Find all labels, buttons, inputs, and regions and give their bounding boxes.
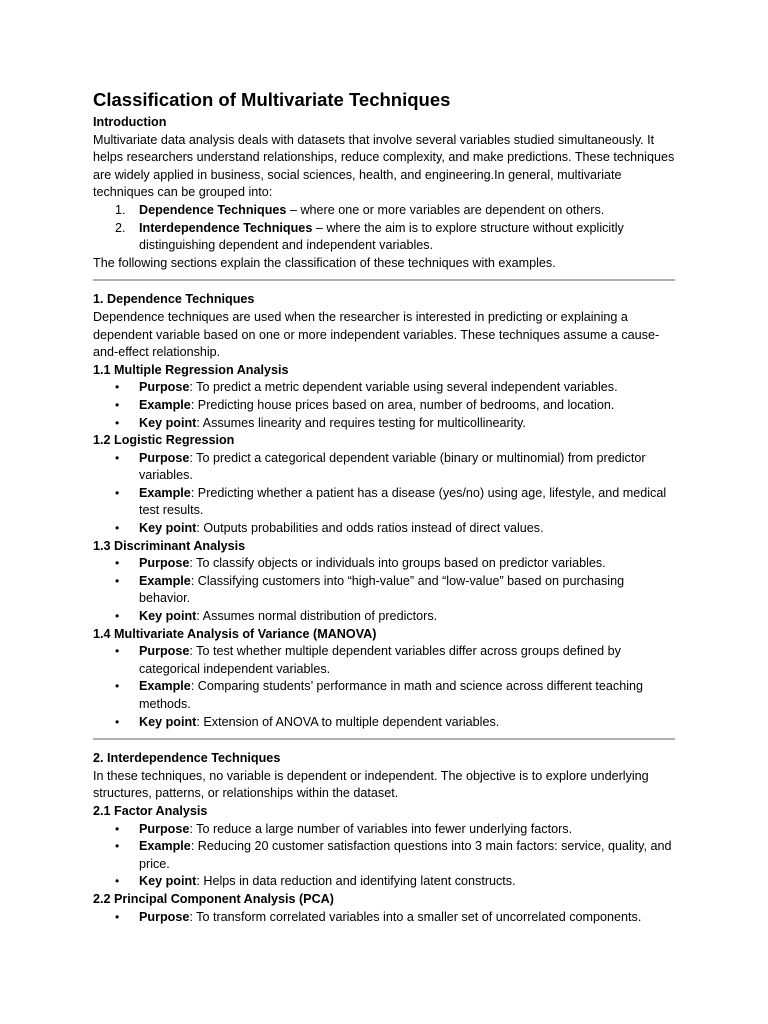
list-item-term: Purpose (139, 909, 190, 924)
list-item (93, 202, 675, 220)
spacer (93, 281, 675, 291)
list-item (93, 573, 675, 608)
list-item-text: – where the aim is to explore structure without explicitly distinguishing dependent and independent variables. (139, 220, 624, 253)
section-heading-interdependence: 2. Interdependence Techniques (93, 751, 281, 766)
list-item (93, 821, 675, 839)
list-item-text: : Outputs probabilities and odds ratios instead of direct values. (196, 521, 544, 536)
list-item (93, 520, 675, 538)
interdependence-subsections (93, 803, 675, 926)
intro-numbered-list (93, 202, 675, 255)
bullet-icon: • (115, 609, 120, 624)
list-item-term: Key point (139, 521, 197, 536)
list-item-text: : To test whether multiple dependent variables differ across groups defined by categorical independent variables. (139, 644, 621, 676)
list-item (93, 397, 675, 415)
bullet-list (93, 643, 675, 731)
list-item (93, 450, 675, 485)
list-item-term: Purpose (139, 644, 190, 659)
bullet-icon: • (115, 909, 120, 924)
intro-closing: The following sections explain the classification of these techniques with examples. (93, 255, 556, 270)
list-item-text: : Reducing 20 customer satisfaction questions into 3 main factors: service, quality, and price. (139, 839, 672, 871)
bullet-list (93, 909, 675, 927)
document-body (93, 88, 675, 926)
list-item (93, 678, 675, 713)
bullet-list (93, 450, 675, 538)
bullet-icon: • (115, 839, 120, 854)
list-item (93, 379, 675, 397)
section-heading-dependence: 1. Dependence Techniques (93, 292, 255, 307)
bullet-icon: • (115, 397, 120, 412)
list-number: 1. (115, 202, 126, 217)
list-item (93, 873, 675, 891)
bullet-icon: • (115, 679, 120, 694)
list-item (93, 485, 675, 520)
bullet-list (93, 555, 675, 625)
subsection-heading: 1.3 Discriminant Analysis (93, 538, 246, 553)
list-item (93, 220, 675, 255)
bullet-list (93, 379, 675, 432)
list-item-term: Key point (139, 714, 197, 729)
list-item-term: Key point (139, 874, 197, 889)
bullet-icon: • (115, 644, 120, 659)
bullet-icon: • (115, 573, 120, 588)
bullet-icon: • (115, 556, 120, 571)
list-item-term: Purpose (139, 821, 190, 836)
subsection-heading: 1.2 Logistic Regression (93, 433, 235, 448)
list-item-term: Dependence Techniques (139, 202, 287, 217)
list-item-term: Key point (139, 415, 197, 430)
list-item-text: : Helps in data reduction and identifying latent constructs. (196, 874, 516, 889)
bullet-icon: • (115, 415, 120, 430)
list-item-text: : To predict a metric dependent variable using several independent variables. (189, 380, 618, 395)
bullet-icon: • (115, 380, 120, 395)
list-item-term: Example (139, 397, 191, 412)
subsection-heading: 2.1 Factor Analysis (93, 803, 208, 818)
intro-paragraph: Multivariate data analysis deals with datasets that involve several variables studied simultaneously. It helps researchers understand relationships, reduce complexity, and make predictions. These techniques are widely applied in business, social sciences, health, and engineering.In general, multivariate techniques can be grouped into: (93, 132, 675, 200)
list-item-term: Example (139, 679, 191, 694)
subsection-heading: 1.1 Multiple Regression Analysis (93, 362, 289, 377)
bullet-icon: • (115, 821, 120, 836)
list-item (93, 714, 675, 732)
list-item-text: : Assumes linearity and requires testing for multicollinearity. (196, 415, 526, 430)
list-item-text: : Extension of ANOVA to multiple dependent variables. (196, 714, 500, 729)
section-paragraph-dependence: Dependence techniques are used when the researcher is interested in predicting or explaining a dependent variable based on one or more independent variables. These techniques assume a cause-and-effect relationship. (93, 309, 660, 360)
document-title: Classification of Multivariate Techniques (93, 89, 451, 110)
list-item-text: : Predicting house prices based on area, number of bedrooms, and location. (190, 397, 615, 412)
bullet-icon: • (115, 874, 120, 889)
list-item (93, 909, 675, 927)
dependence-subsections (93, 362, 675, 731)
list-item-text: : Classifying customers into “high-value” and “low-value” based on purchasing behavior. (139, 573, 625, 606)
list-item-term: Purpose (139, 556, 190, 571)
list-item-term: Example (139, 839, 191, 854)
bullet-icon: • (115, 714, 120, 729)
subsection-heading: 1.4 Multivariate Analysis of Variance (MANOVA) (93, 626, 377, 641)
bullet-icon: • (115, 521, 120, 536)
list-item (93, 838, 675, 873)
spacer (93, 740, 675, 750)
bullet-list (93, 821, 675, 891)
list-item-term: Purpose (139, 380, 190, 395)
intro-heading: Introduction (93, 115, 167, 129)
list-item (93, 608, 675, 626)
list-item-text: : To transform correlated variables into a smaller set of uncorrelated components. (189, 909, 642, 924)
list-item (93, 643, 675, 678)
bullet-icon: • (115, 485, 120, 500)
list-item-term: Example (139, 485, 191, 500)
list-item-text: : To predict a categorical dependent variable (binary or multinomial) from predictor variables. (139, 450, 646, 483)
bullet-icon: • (115, 450, 120, 465)
section-paragraph-interdependence: In these techniques, no variable is dependent or independent. The objective is to explore underlying structures, patterns, or relationships within the dataset. (93, 768, 649, 801)
list-item-term: Example (139, 573, 191, 588)
list-item-text: : Predicting whether a patient has a disease (yes/no) using age, lifestyle, and medical test results. (139, 485, 667, 518)
list-number: 2. (115, 220, 126, 235)
list-item (93, 555, 675, 573)
list-item-text: : Assumes normal distribution of predictors. (196, 609, 438, 624)
list-item-term: Key point (139, 609, 197, 624)
list-item (93, 415, 675, 433)
subsection-heading: 2.2 Principal Component Analysis (PCA) (93, 891, 334, 906)
list-item-text: : To classify objects or individuals into groups based on predictor variables. (189, 556, 606, 571)
list-item-text: – where one or more variables are dependent on others. (286, 202, 605, 217)
list-item-text: : Comparing students’ performance in math and science across different teaching methods. (139, 679, 644, 711)
list-item-term: Purpose (139, 450, 190, 465)
list-item-term: Interdependence Techniques (139, 220, 313, 235)
list-item-text: : To reduce a large number of variables into fewer underlying factors. (189, 821, 573, 836)
